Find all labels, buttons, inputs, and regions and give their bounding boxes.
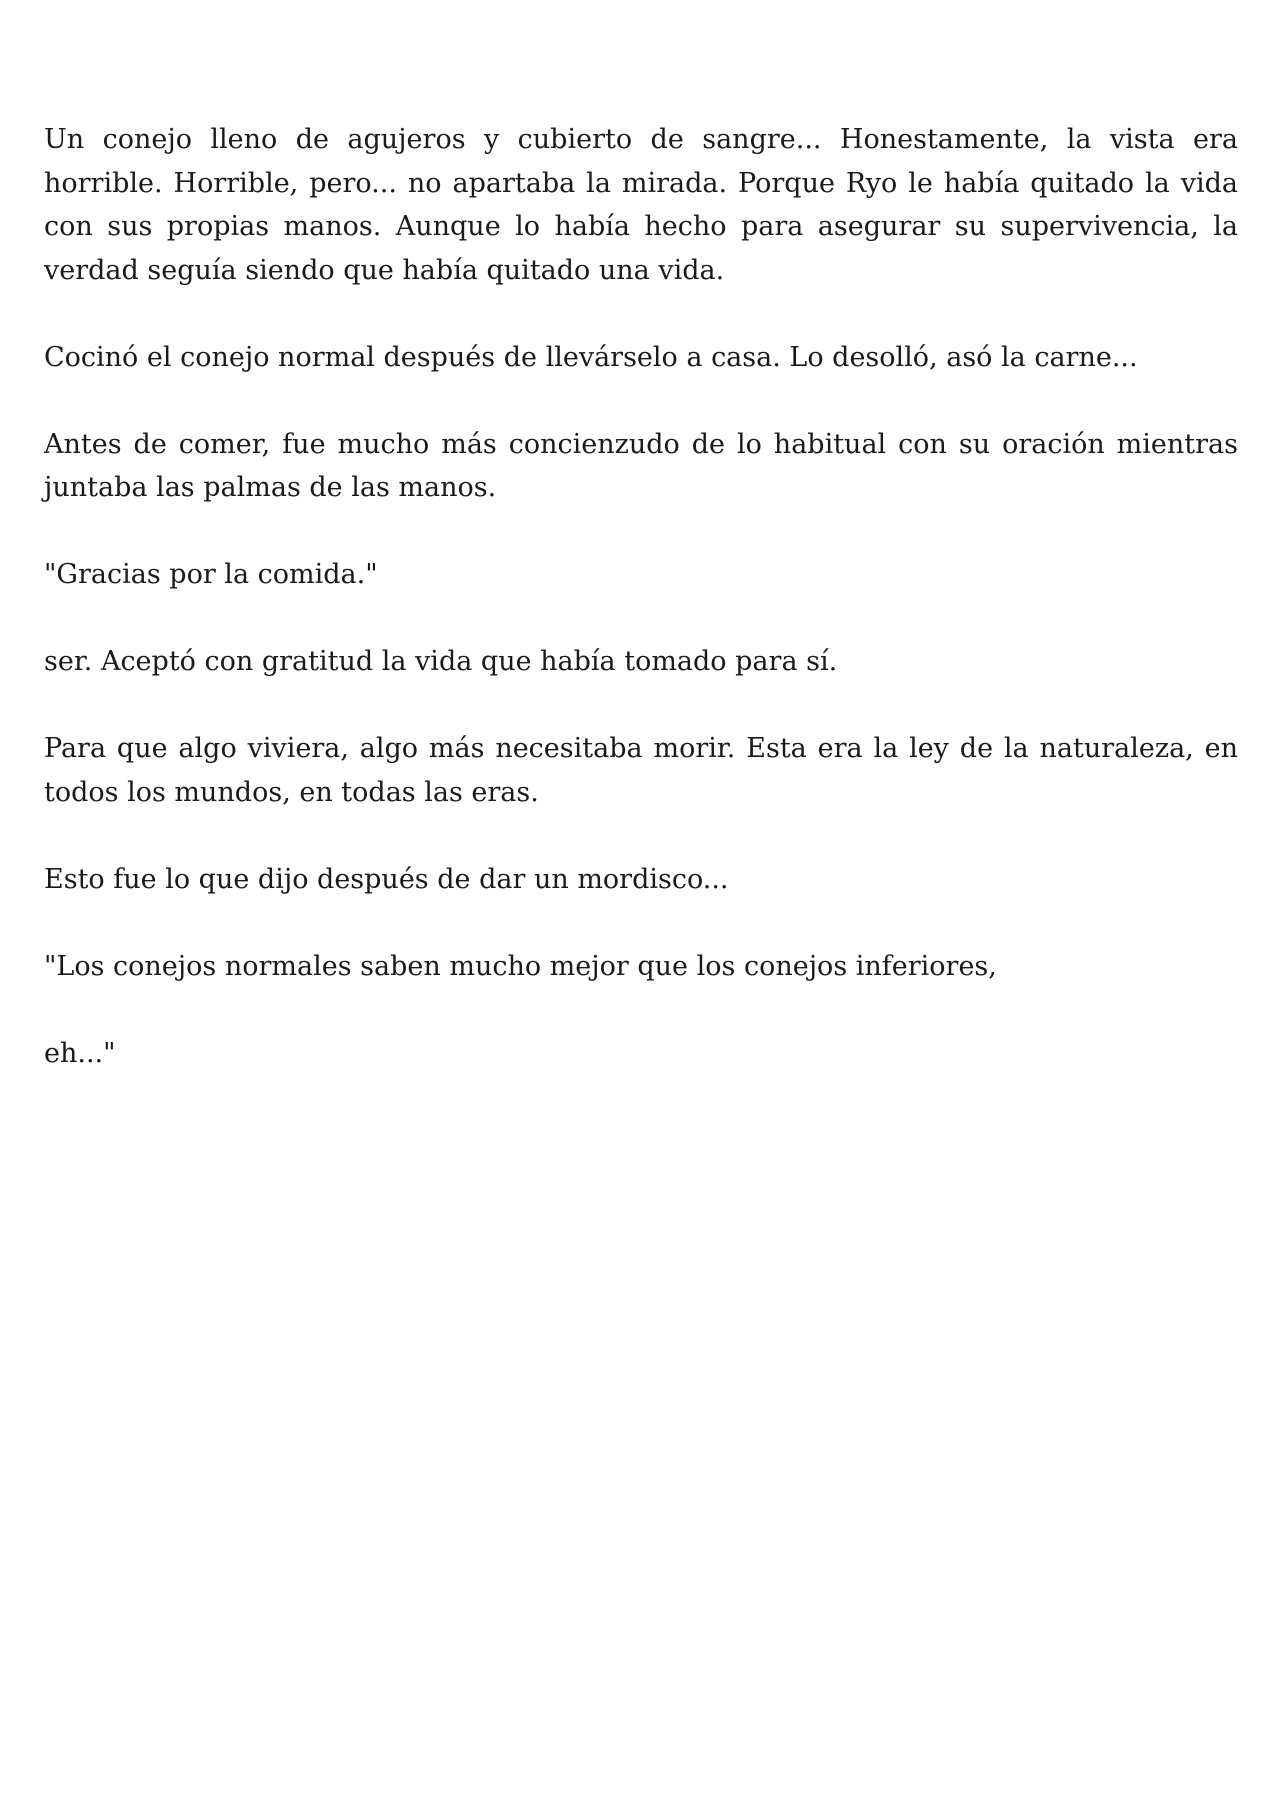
paragraph: Cocinó el conejo normal después de llevárselo a casa. Lo desolló, asó la carne... [44, 341, 1138, 373]
body-text [44, 118, 1238, 1119]
paragraph: Para que algo viviera, algo más necesitaba morir. Esta era la ley de la naturaleza, en todos los mundos, en todas las eras. [44, 733, 1238, 808]
paragraph: "Gracias por la comida." [44, 559, 378, 590]
paragraph: Un conejo lleno de agujeros y cubierto de sangre... Honestamente, la vista era horrible. Horrible, pero... no apartaba la mirada. Porque Ryo le había quitado la vida con sus propias manos. Aunque lo había hecho para asegurar su supervivencia, la verdad seguía siendo que había quitado una vida. [44, 124, 1238, 286]
paragraph: ser. Aceptó con gratitud la vida que había tomado para sí. [44, 646, 838, 677]
paragraph: "Los conejos normales saben mucho mejor que los conejos inferiores, [44, 950, 997, 982]
paragraph: Antes de comer, fue mucho más concienzudo de lo habitual con su oración mientras juntaba las palmas de las manos. [44, 428, 1238, 503]
paragraph: eh..." [44, 1037, 116, 1069]
paragraph: Esto fue lo que dijo después de dar un mordisco... [44, 863, 729, 895]
